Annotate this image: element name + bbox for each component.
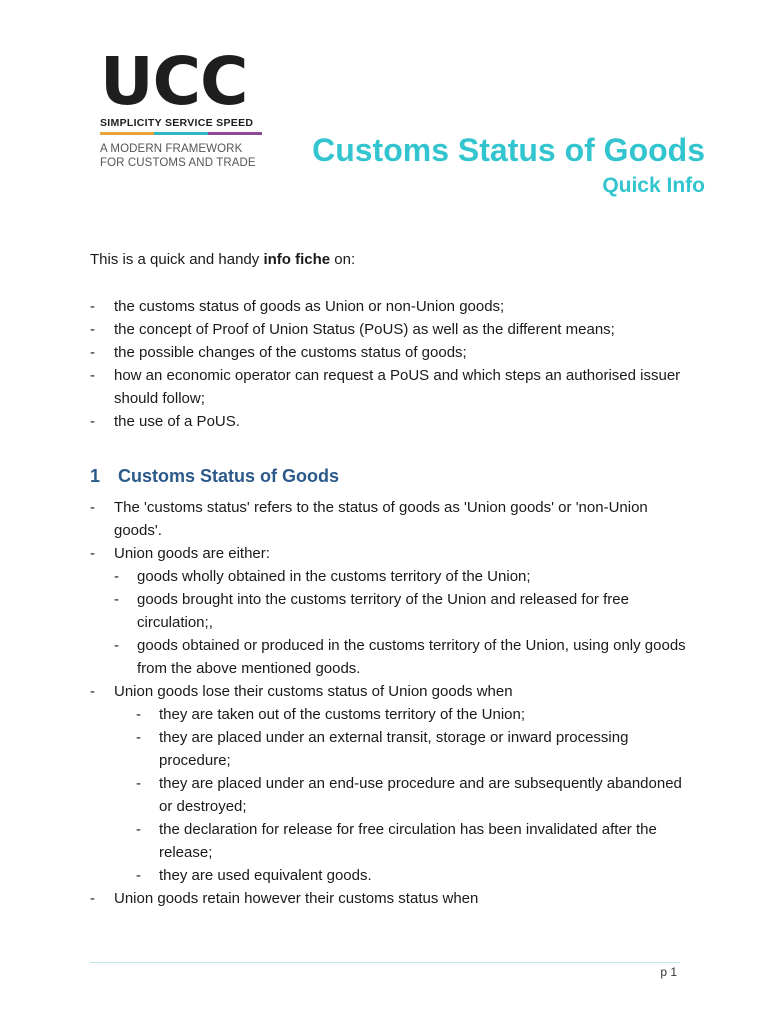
list-item: - they are used equivalent goods.: [136, 864, 690, 887]
section1-list-cont: [90, 680, 690, 703]
intro-bold: info fiche: [263, 251, 331, 268]
section1-list: [90, 496, 690, 565]
logo-tagline: SIMPLICITY SERVICE SPEED: [100, 117, 254, 129]
section-number: 1: [90, 466, 101, 486]
list-item: - the use of a PoUS.: [90, 410, 690, 433]
list-item-text: Union goods are either:: [114, 545, 270, 562]
section-heading: [90, 465, 690, 488]
topics-list: [90, 295, 690, 433]
document-title: Customs Status of Goods: [312, 132, 705, 168]
intro-paragraph: [90, 248, 690, 271]
list-item: - goods obtained or produced in the customs territory of the Union, using only goods from the above mentioned goods.: [114, 634, 690, 680]
logo-subtitle: [100, 142, 262, 170]
logo-color-bar: [100, 132, 262, 135]
list-item: - Union goods retain however their customs status when: [90, 887, 690, 910]
footer-divider: [90, 962, 680, 963]
logo-sub-line2: FOR CUSTOMS AND TRADE: [100, 157, 256, 169]
lose-status-sublist: [90, 703, 690, 887]
list-item: - they are placed under an end-use procedure and are subsequently abandoned or destroyed;: [136, 772, 690, 818]
document-body: [90, 248, 690, 910]
list-item: - the customs status of goods as Union or non-Union goods;: [90, 295, 690, 318]
list-item: - goods brought into the customs territory of the Union and released for free circulation;,: [114, 588, 690, 634]
list-item: - how an economic operator can request a PoUS and which steps an authorised issuer should follow;: [90, 364, 690, 410]
logo-bar-teal: [154, 132, 208, 135]
list-item: - the concept of Proof of Union Status (PoUS) as well as the different means;: [90, 318, 690, 341]
logo-bar-purple: [208, 132, 262, 135]
ucc-logo: [100, 43, 262, 170]
logo-sub-line1: A MODERN FRAMEWORK: [100, 143, 243, 155]
list-item: - the possible changes of the customs status of goods;: [90, 341, 690, 364]
list-item: - goods wholly obtained in the customs territory of the Union;: [114, 565, 690, 588]
union-goods-sublist: [90, 565, 690, 680]
list-item: - the declaration for release for free circulation has been invalidated after the release;: [136, 818, 690, 864]
section-title: Customs Status of Goods: [118, 466, 340, 486]
logo-bar-orange: [100, 132, 154, 135]
intro-suffix: on:: [330, 251, 356, 268]
intro-prefix: This is a quick and handy: [90, 251, 264, 268]
document-subtitle: Quick Info: [602, 174, 705, 197]
logo-mark: UCC: [100, 43, 248, 120]
section1-list-end: [90, 887, 690, 910]
list-item: - The 'customs status' refers to the status of goods as 'Union goods' or 'non-Union goods'.: [90, 496, 690, 542]
list-item: - they are taken out of the customs territory of the Union;: [136, 703, 690, 726]
page-number: p 1: [660, 965, 677, 979]
list-item: [90, 542, 690, 565]
list-item: - Union goods lose their customs status of Union goods when: [90, 680, 690, 703]
list-item: - they are placed under an external transit, storage or inward processing procedure;: [136, 726, 690, 772]
